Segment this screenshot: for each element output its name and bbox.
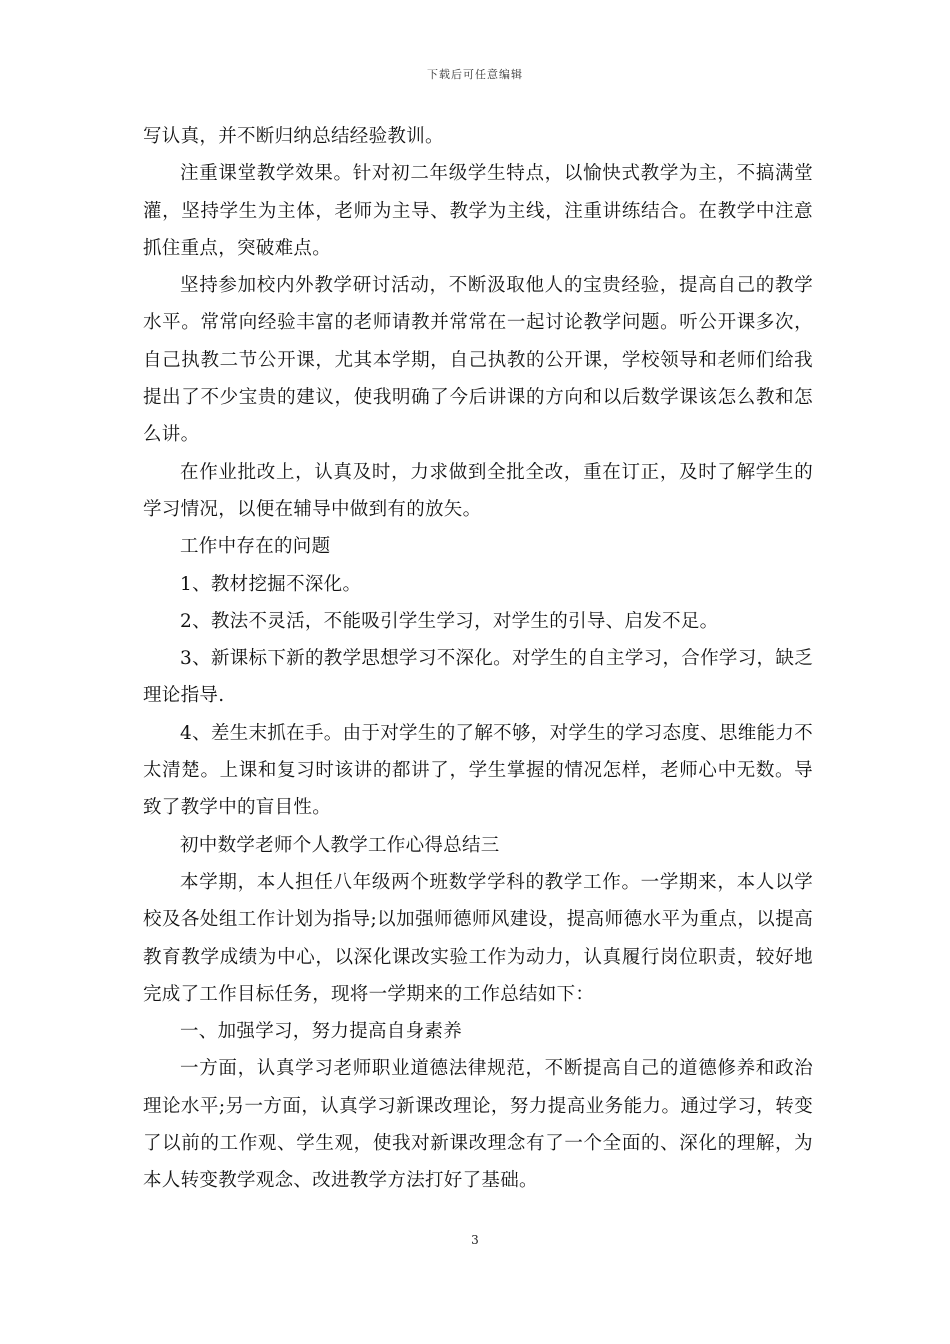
problem-item-1: 1、教材挖掘不深化。: [180, 573, 362, 595]
page-header: 下载后可任意编辑: [427, 68, 523, 81]
paragraph-2: 注重课堂教学效果。针对初二年级学生特点，以愉快式教学为主，不搞满堂灌，坚持学生为主体，老师为主导、教学为主线，注重讲练结合。在教学中注意抓住重点，突破难点。: [143, 163, 813, 259]
problem-item-3: 3、新课标下新的教学思想学习不深化。对学生的自主学习，合作学习，缺乏理论指导.: [143, 648, 813, 707]
problem-item-2: 2、教法不灵活，不能吸引学生学习，对学生的引导、启发不足。: [180, 610, 719, 632]
section-heading-problems: 工作中存在的问题: [180, 536, 331, 558]
section-heading-study: 一、加强学习，努力提高自身素养: [180, 1021, 463, 1043]
page-number: 3: [471, 1233, 479, 1247]
document-body: [143, 118, 813, 1200]
section-title-summary-three: 初中数学老师个人教学工作心得总结三: [180, 834, 500, 856]
problem-item-4: 4、差生末抓在手。由于对学生的了解不够，对学生的学习态度、思维能力不太清楚。上课和复习时该讲的都讲了，学生掌握的情况怎样，老师心中无数。导致了教学中的盲目性。: [143, 722, 813, 819]
paragraph-3: 坚持参加校内外教学研讨活动，不断汲取他人的宝贵经验，提高自己的教学水平。常常向经验丰富的老师请教并常常在一起讨论教学问题。听公开课多次，自己执教二节公开课，尤其本学期，自己执教的公开课，学校领导和老师们给我提出了不少宝贵的建议，使我明确了今后讲课的方向和以后数学课该怎么教和怎么讲。: [143, 275, 813, 446]
paragraph-intro: 本学期，本人担任八年级两个班数学学科的教学工作。一学期来，本人以学校及各处组工作计划为指导;以加强师德师风建设，提高师德水平为重点，以提高教育教学成绩为中心，以深化课改实验工作为动力，认真履行岗位职责，较好地完成了工作目标任务，现将一学期来的工作总结如下：: [143, 871, 813, 1005]
paragraph-1: 写认真，并不断归纳总结经验教训。: [143, 126, 444, 147]
paragraph-study: 一方面，认真学习老师职业道德法律规范，不断提高自己的道德修养和政治理论水平;另一方面，认真学习新课改理论，努力提高业务能力。通过学习，转变了以前的工作观、学生观，使我对新课改理念有了一个全面的、深化的理解，为本人转变教学观念、改进教学方法打好了基础。: [143, 1058, 813, 1192]
paragraph-4: 在作业批改上，认真及时，力求做到全批全改，重在订正，及时了解学生的学习情况，以便在辅导中做到有的放矢。: [143, 461, 813, 520]
